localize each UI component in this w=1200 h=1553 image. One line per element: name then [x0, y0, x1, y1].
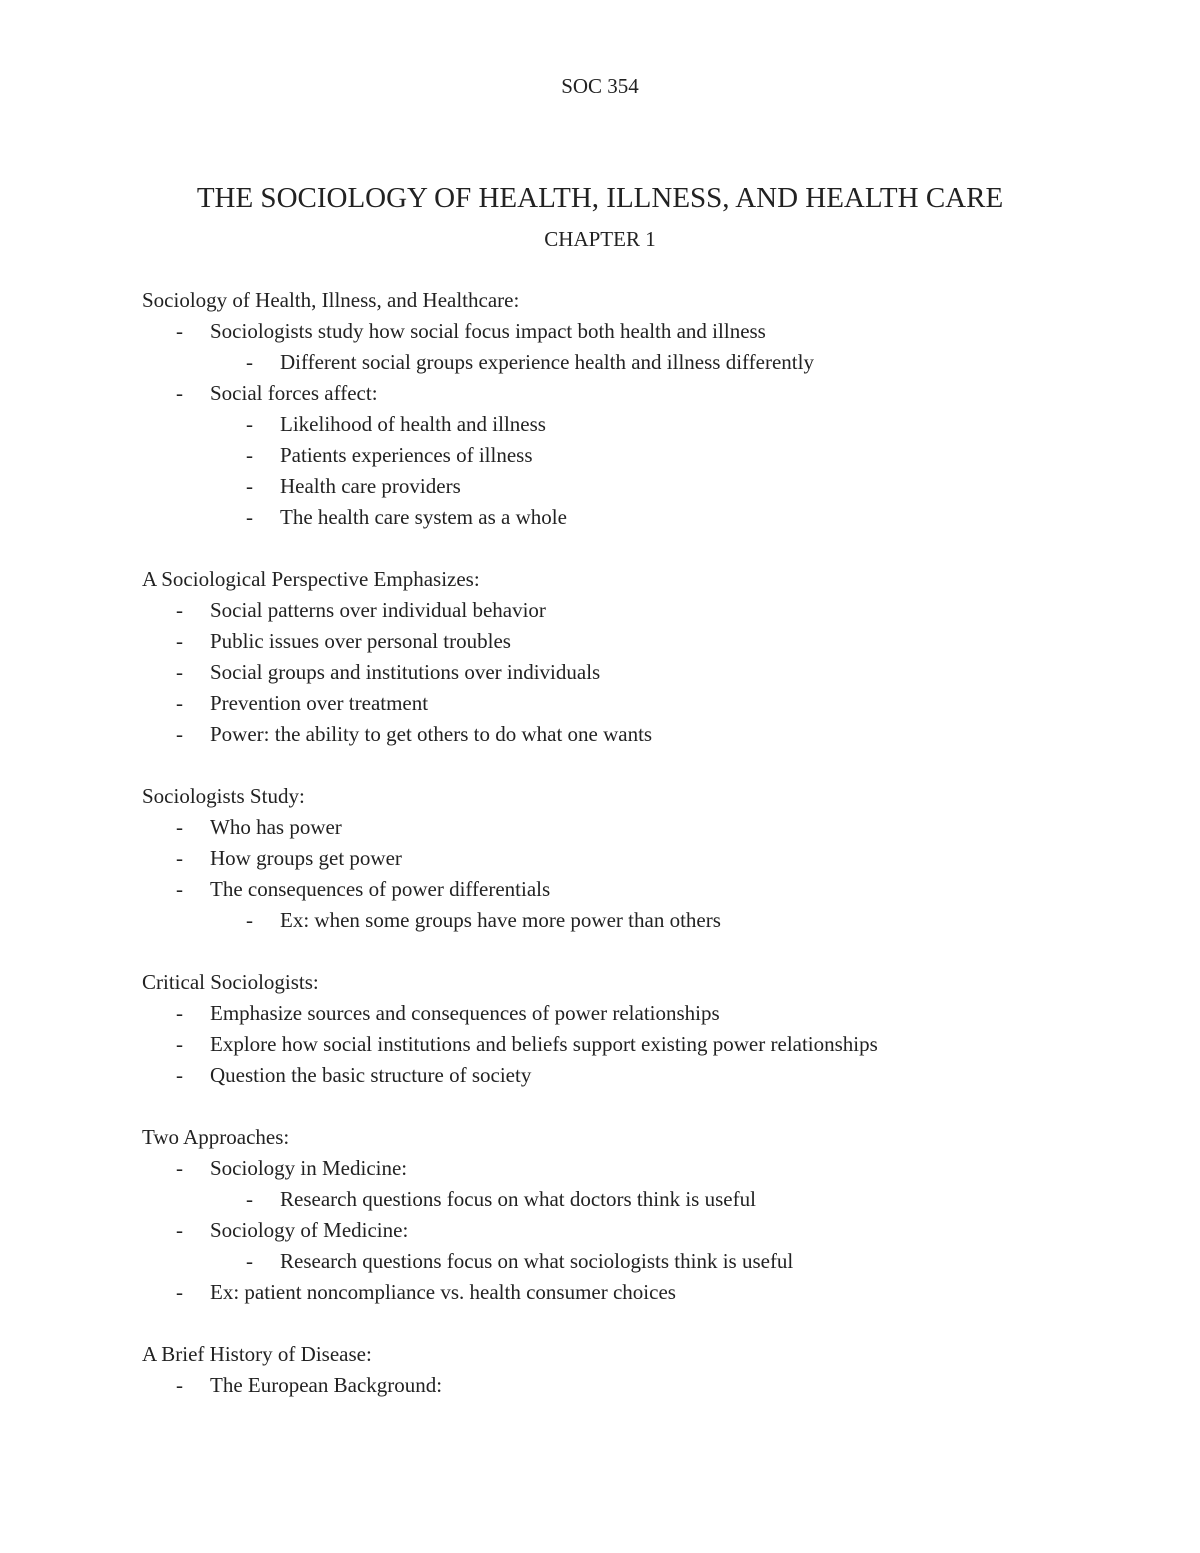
bullet-text: Explore how social institutions and beliefs support existing power relationships [210, 1032, 878, 1056]
bullet-dash: - [246, 908, 253, 932]
bullet-dash: - [176, 660, 183, 684]
bullet-text: Social forces affect: [210, 381, 378, 405]
bullet-dash: - [246, 505, 253, 529]
notes-section [142, 1339, 1142, 1401]
bullet-text: Likelihood of health and illness [280, 412, 546, 436]
bullet-text: Public issues over personal troubles [210, 629, 511, 653]
bullet-text: Sociology in Medicine: [210, 1156, 408, 1180]
bullet-item [142, 719, 1142, 750]
notes-section [142, 564, 1142, 750]
bullet-item [142, 1277, 1142, 1308]
notes-section [142, 285, 1142, 533]
bullet-item [142, 843, 1142, 874]
bullet-item [142, 1060, 1142, 1091]
course-code: SOC 354 [561, 74, 639, 98]
sub-bullet-item [142, 471, 1142, 502]
bullet-dash: - [176, 722, 183, 746]
notes-section [142, 781, 1142, 936]
bullet-item [142, 998, 1142, 1029]
bullet-dash: - [176, 846, 183, 870]
sub-bullet-item [142, 409, 1142, 440]
bullet-text: Health care providers [280, 474, 461, 498]
section-heading: Critical Sociologists: [142, 970, 319, 994]
section-heading: Sociology of Health, Illness, and Healthcare: [142, 288, 520, 312]
bullet-dash: - [176, 1218, 183, 1242]
bullet-text: The health care system as a whole [280, 505, 567, 529]
bullet-item [142, 378, 1142, 409]
bullet-text: Research questions focus on what doctors think is useful [280, 1187, 756, 1211]
bullet-dash: - [176, 815, 183, 839]
notes-content [142, 285, 1142, 1432]
notes-section [142, 967, 1142, 1091]
bullet-item [142, 626, 1142, 657]
sub-bullet-item [142, 347, 1142, 378]
bullet-text: The European Background: [210, 1373, 443, 1397]
bullet-text: Ex: when some groups have more power than others [280, 908, 721, 932]
bullet-text: Research questions focus on what sociologists think is useful [280, 1249, 794, 1273]
bullet-text: Prevention over treatment [210, 691, 429, 715]
bullet-dash: - [176, 319, 183, 343]
bullet-dash: - [246, 443, 253, 467]
bullet-item [142, 316, 1142, 347]
bullet-item [142, 1370, 1142, 1401]
bullet-text: Emphasize sources and consequences of power relationships [210, 1001, 720, 1025]
bullet-dash: - [176, 381, 183, 405]
bullet-item [142, 1215, 1142, 1246]
bullet-item [142, 1153, 1142, 1184]
bullet-text: Social patterns over individual behavior [210, 598, 546, 622]
notes-section [142, 1122, 1142, 1308]
sub-bullet-item [142, 502, 1142, 533]
bullet-text: Question the basic structure of society [210, 1063, 532, 1087]
bullet-dash: - [246, 1187, 253, 1211]
bullet-dash: - [176, 1032, 183, 1056]
bullet-text: Sociologists study how social focus impact both health and illness [210, 319, 766, 343]
bullet-item [142, 688, 1142, 719]
section-heading: A Sociological Perspective Emphasizes: [142, 567, 480, 591]
bullet-item [142, 874, 1142, 905]
sub-bullet-item [142, 1246, 1142, 1277]
bullet-text: Sociology of Medicine: [210, 1218, 409, 1242]
sub-bullet-item [142, 1184, 1142, 1215]
bullet-text: Who has power [210, 815, 342, 839]
bullet-text: Ex: patient noncompliance vs. health consumer choices [210, 1280, 676, 1304]
document-title: THE SOCIOLOGY OF HEALTH, ILLNESS, AND HEALTH CARE [196, 182, 1004, 214]
bullet-dash: - [176, 877, 183, 901]
section-heading: Two Approaches: [142, 1125, 290, 1149]
sub-bullet-item [142, 905, 1142, 936]
bullet-text: Social groups and institutions over individuals [210, 660, 601, 684]
bullet-text: Power: the ability to get others to do what one wants [210, 722, 653, 746]
bullet-dash: - [176, 1373, 183, 1397]
bullet-dash: - [246, 474, 253, 498]
bullet-item [142, 595, 1142, 626]
bullet-item [142, 657, 1142, 688]
bullet-dash: - [246, 412, 253, 436]
bullet-dash: - [176, 1063, 183, 1087]
bullet-text: The consequences of power differentials [210, 877, 551, 901]
bullet-item [142, 1029, 1142, 1060]
bullet-item [142, 812, 1142, 843]
bullet-text: Patients experiences of illness [280, 443, 533, 467]
bullet-dash: - [176, 1280, 183, 1304]
bullet-dash: - [176, 629, 183, 653]
sub-bullet-item [142, 440, 1142, 471]
bullet-dash: - [176, 691, 183, 715]
bullet-text: How groups get power [210, 846, 402, 870]
bullet-dash: - [176, 1156, 183, 1180]
bullet-text: Different social groups experience health and illness differently [280, 350, 814, 374]
section-heading: A Brief History of Disease: [142, 1342, 372, 1366]
bullet-dash: - [246, 1249, 253, 1273]
chapter-label: CHAPTER 1 [544, 227, 656, 251]
bullet-dash: - [176, 1001, 183, 1025]
section-heading: Sociologists Study: [142, 784, 305, 808]
bullet-dash: - [246, 350, 253, 374]
bullet-dash: - [176, 598, 183, 622]
